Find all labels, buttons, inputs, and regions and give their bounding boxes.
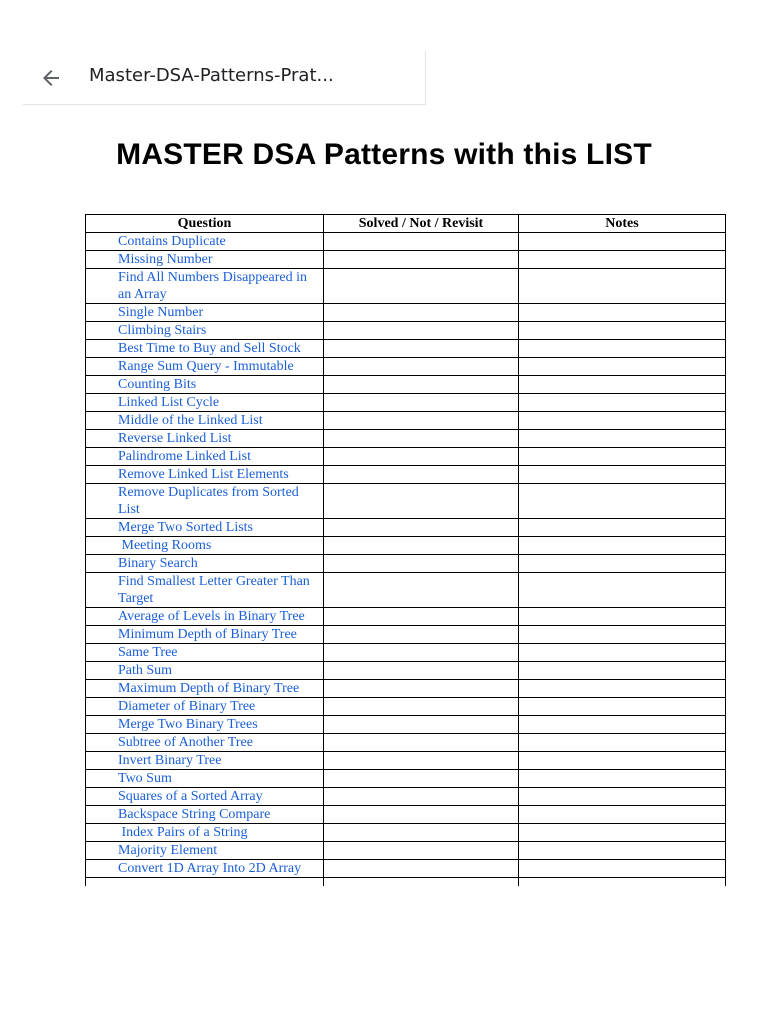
question-link[interactable]: Maximum Depth of Binary Tree: [118, 681, 300, 696]
table-row: [86, 788, 726, 806]
question-link[interactable]: Minimum Depth of Binary Tree: [118, 627, 297, 642]
question-link[interactable]: Middle of the Linked List: [118, 413, 263, 428]
question-cell: [86, 680, 324, 698]
empty-cell: [86, 878, 324, 887]
question-link[interactable]: Squares of a Sorted Array: [118, 789, 263, 804]
back-arrow-icon[interactable]: [39, 66, 63, 90]
status-cell: [324, 304, 519, 322]
question-cell: [86, 555, 324, 573]
column-header-status: Solved / Not / Revisit: [324, 215, 519, 233]
question-cell: [86, 304, 324, 322]
document-title[interactable]: Master-DSA-Patterns-Prat...: [89, 65, 334, 86]
question-link[interactable]: Remove Duplicates from Sorted List: [118, 485, 303, 517]
status-cell: [324, 448, 519, 466]
table-row: [86, 448, 726, 466]
question-cell: [86, 573, 324, 608]
question-cell: [86, 233, 324, 251]
question-cell: [86, 448, 324, 466]
notes-cell: [519, 626, 726, 644]
table-row: [86, 269, 726, 304]
notes-cell: [519, 860, 726, 878]
question-cell: [86, 537, 324, 555]
question-cell: [86, 322, 324, 340]
table-row: [86, 519, 726, 537]
question-cell: [86, 662, 324, 680]
table-row: [86, 233, 726, 251]
question-cell: [86, 430, 324, 448]
question-cell: [86, 340, 324, 358]
table-row: [86, 842, 726, 860]
notes-cell: [519, 466, 726, 484]
notes-cell: [519, 573, 726, 608]
question-cell: [86, 466, 324, 484]
table-row: [86, 860, 726, 878]
column-header-notes: Notes: [519, 215, 726, 233]
question-link[interactable]: Meeting Rooms: [118, 538, 212, 553]
notes-cell: [519, 358, 726, 376]
question-link[interactable]: Linked List Cycle: [118, 395, 220, 410]
status-cell: [324, 788, 519, 806]
status-cell: [324, 716, 519, 734]
column-header-question: Question: [86, 215, 324, 233]
table-row: [86, 662, 726, 680]
question-cell: [86, 626, 324, 644]
status-cell: [324, 251, 519, 269]
status-cell: [324, 412, 519, 430]
status-cell: [324, 555, 519, 573]
table-row: [86, 716, 726, 734]
status-cell: [324, 394, 519, 412]
question-cell: [86, 806, 324, 824]
question-cell: [86, 698, 324, 716]
notes-cell: [519, 662, 726, 680]
status-cell: [324, 734, 519, 752]
notes-cell: [519, 680, 726, 698]
status-cell: [324, 573, 519, 608]
table-row: [86, 340, 726, 358]
notes-cell: [519, 824, 726, 842]
status-cell: [324, 680, 519, 698]
notes-cell: [519, 608, 726, 626]
notes-cell: [519, 698, 726, 716]
question-link[interactable]: Merge Two Binary Trees: [118, 717, 258, 732]
table-row: [86, 555, 726, 573]
table-row: [86, 770, 726, 788]
question-cell: [86, 484, 324, 519]
question-link[interactable]: Majority Element: [118, 843, 218, 858]
status-cell: [324, 269, 519, 304]
question-cell: [86, 251, 324, 269]
table-row: [86, 251, 726, 269]
status-cell: [324, 806, 519, 824]
table-row: [86, 484, 726, 519]
question-cell: [86, 752, 324, 770]
notes-cell: [519, 448, 726, 466]
table-row: [86, 752, 726, 770]
question-link[interactable]: Two Sum: [118, 771, 172, 786]
empty-cell: [324, 878, 519, 887]
table-row: [86, 358, 726, 376]
notes-cell: [519, 842, 726, 860]
table-header-row: [86, 215, 726, 233]
question-cell: [86, 519, 324, 537]
notes-cell: [519, 644, 726, 662]
status-cell: [324, 608, 519, 626]
notes-cell: [519, 519, 726, 537]
question-link[interactable]: Diameter of Binary Tree: [118, 699, 256, 714]
question-link[interactable]: Binary Search: [118, 556, 198, 571]
notes-cell: [519, 269, 726, 304]
status-cell: [324, 519, 519, 537]
notes-cell: [519, 430, 726, 448]
question-cell: [86, 842, 324, 860]
notes-cell: [519, 716, 726, 734]
status-cell: [324, 770, 519, 788]
status-cell: [324, 537, 519, 555]
table-row: [86, 322, 726, 340]
question-cell: [86, 394, 324, 412]
question-link[interactable]: Average of Levels in Binary Tree: [118, 609, 305, 624]
question-link[interactable]: Reverse Linked List: [118, 431, 232, 446]
status-cell: [324, 340, 519, 358]
table-row: [86, 626, 726, 644]
page-heading: MASTER DSA Patterns with this LIST: [116, 138, 652, 171]
viewer-toolbar: [23, 51, 426, 105]
status-cell: [324, 824, 519, 842]
status-cell: [324, 466, 519, 484]
status-cell: [324, 662, 519, 680]
question-link[interactable]: Contains Duplicate: [118, 234, 226, 249]
notes-cell: [519, 394, 726, 412]
question-link[interactable]: Same Tree: [118, 645, 178, 660]
question-link[interactable]: Path Sum: [118, 663, 173, 678]
notes-cell: [519, 376, 726, 394]
table-row: [86, 394, 726, 412]
status-cell: [324, 842, 519, 860]
question-link[interactable]: Palindrome Linked List: [118, 449, 251, 464]
question-cell: [86, 608, 324, 626]
notes-cell: [519, 752, 726, 770]
table-row: [86, 376, 726, 394]
notes-cell: [519, 484, 726, 519]
status-cell: [324, 484, 519, 519]
notes-cell: [519, 233, 726, 251]
status-cell: [324, 626, 519, 644]
table-row: [86, 573, 726, 608]
table-row: [86, 608, 726, 626]
question-link[interactable]: Convert 1D Array Into 2D Array: [118, 861, 302, 876]
status-cell: [324, 233, 519, 251]
status-cell: [324, 752, 519, 770]
question-table: [85, 214, 726, 886]
notes-cell: [519, 251, 726, 269]
question-cell: [86, 358, 324, 376]
table-row: [86, 824, 726, 842]
status-cell: [324, 698, 519, 716]
table-row: [86, 734, 726, 752]
question-cell: [86, 860, 324, 878]
status-cell: [324, 644, 519, 662]
table-row-empty: [86, 878, 726, 887]
question-link[interactable]: Merge Two Sorted Lists: [118, 520, 253, 535]
status-cell: [324, 860, 519, 878]
question-link[interactable]: Subtree of Another Tree: [118, 735, 253, 750]
table-row: [86, 537, 726, 555]
question-link[interactable]: Find Smallest Letter Greater Than Target: [118, 574, 314, 606]
question-link[interactable]: Missing Number: [118, 252, 213, 267]
notes-cell: [519, 412, 726, 430]
question-link[interactable]: Climbing Stairs: [118, 323, 207, 338]
question-link[interactable]: Best Time to Buy and Sell Stock: [118, 341, 301, 356]
table-row: [86, 698, 726, 716]
status-cell: [324, 358, 519, 376]
status-cell: [324, 376, 519, 394]
table-row: [86, 412, 726, 430]
table-row: [86, 644, 726, 662]
notes-cell: [519, 806, 726, 824]
table-row: [86, 806, 726, 824]
table-body: [86, 233, 726, 887]
question-cell: [86, 770, 324, 788]
notes-cell: [519, 537, 726, 555]
question-link[interactable]: Counting Bits: [118, 377, 197, 392]
notes-cell: [519, 322, 726, 340]
question-cell: [86, 376, 324, 394]
status-cell: [324, 322, 519, 340]
notes-cell: [519, 770, 726, 788]
notes-cell: [519, 555, 726, 573]
question-link[interactable]: Index Pairs of a String: [118, 825, 248, 840]
status-cell: [324, 430, 519, 448]
question-link[interactable]: Invert Binary Tree: [118, 753, 222, 768]
table-row: [86, 680, 726, 698]
question-cell: [86, 644, 324, 662]
question-cell: [86, 716, 324, 734]
notes-cell: [519, 304, 726, 322]
table-row: [86, 430, 726, 448]
notes-cell: [519, 734, 726, 752]
question-link[interactable]: Remove Linked List Elements: [118, 467, 289, 482]
question-cell: [86, 269, 324, 304]
question-link[interactable]: Single Number: [118, 305, 204, 320]
question-cell: [86, 788, 324, 806]
question-link[interactable]: Range Sum Query - Immutable: [118, 359, 294, 374]
question-cell: [86, 412, 324, 430]
question-cell: [86, 734, 324, 752]
question-link[interactable]: Backspace String Compare: [118, 807, 271, 822]
notes-cell: [519, 788, 726, 806]
notes-cell: [519, 340, 726, 358]
question-link[interactable]: Find All Numbers Disappeared in an Array: [118, 270, 311, 302]
table-row: [86, 466, 726, 484]
table-row: [86, 304, 726, 322]
empty-cell: [519, 878, 726, 887]
question-cell: [86, 824, 324, 842]
